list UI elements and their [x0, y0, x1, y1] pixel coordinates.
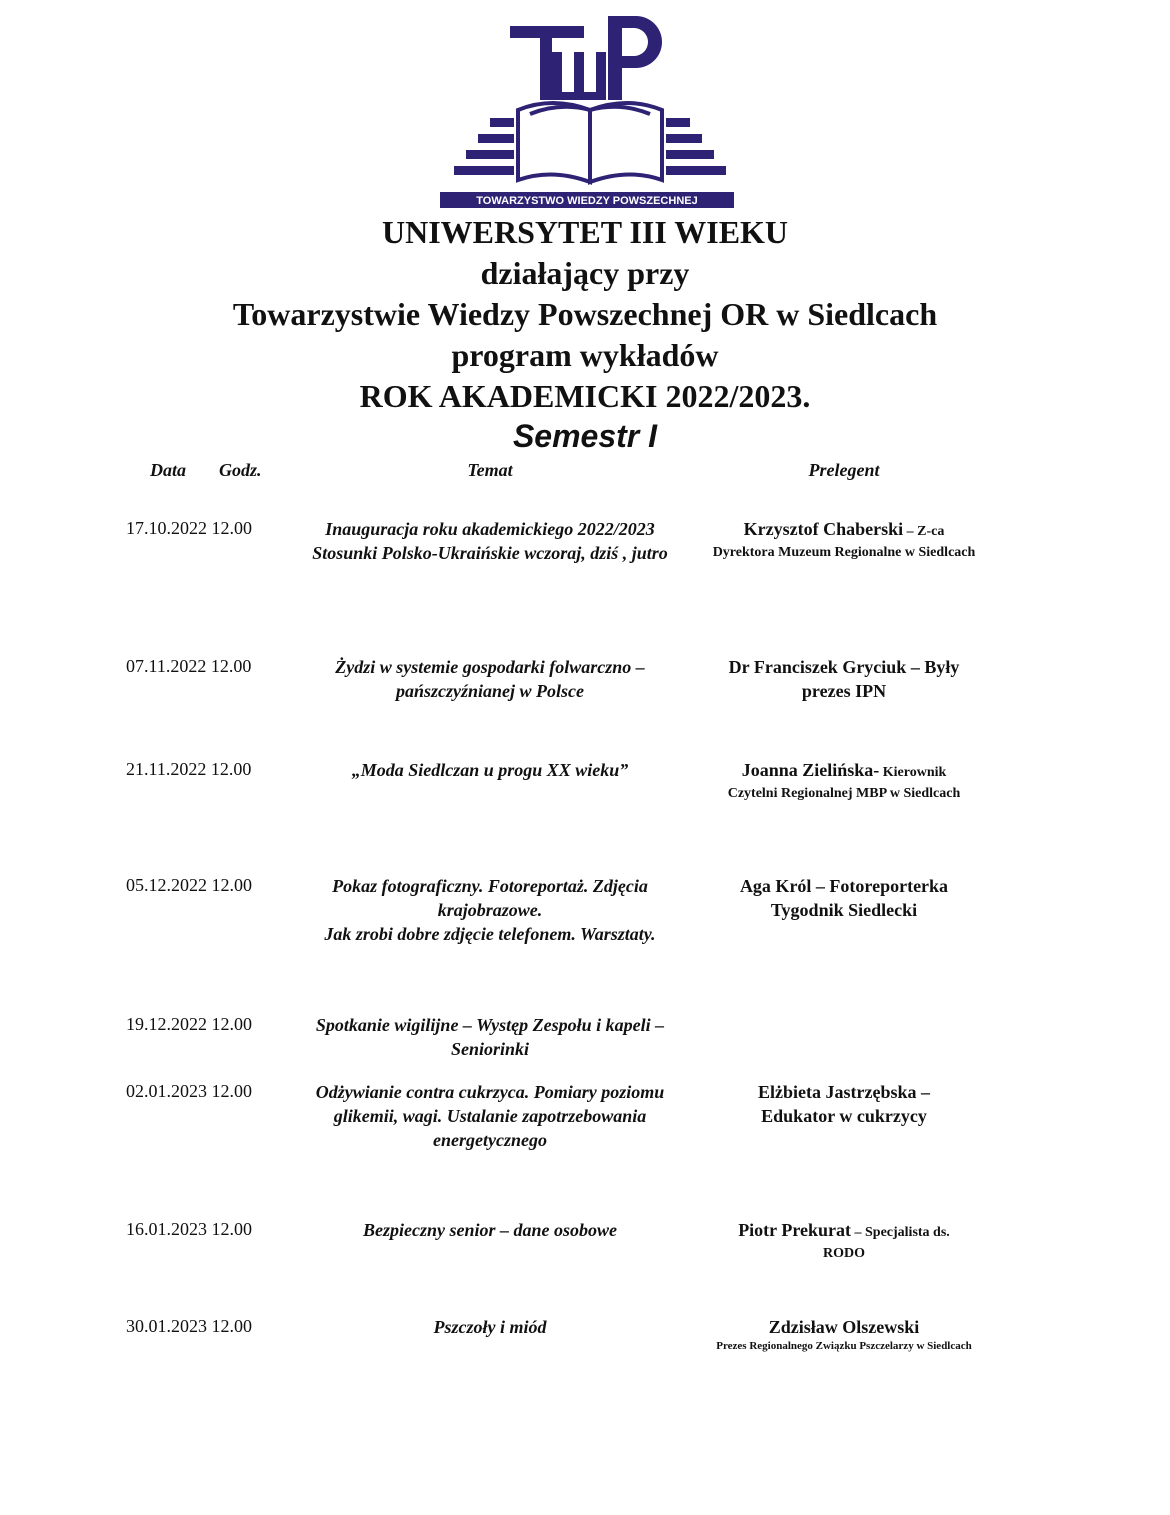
speaker-description: prezes IPN: [801, 681, 887, 701]
topic-line: Żydzi w systemie gospodarki folwarczno –: [335, 657, 645, 677]
lecture-speaker: [700, 517, 988, 562]
title-line-2: działający przy: [480, 255, 690, 291]
lecture-topic: [280, 517, 700, 565]
speaker-role: Kierownik: [879, 765, 947, 780]
lecture-date: 02.01.2023 12.00: [126, 1081, 252, 1101]
column-header-godz: Godz.: [219, 460, 262, 480]
speaker-description: Prezes Regionalnego Związku Pszczelarzy w Siedlcach: [716, 1340, 972, 1352]
title-line-5: ROK AKADEMICKI 2022/2023.: [359, 378, 811, 414]
speaker-name: Piotr Prekurat: [738, 1220, 851, 1240]
lecture-date: 21.11.2022 12.00: [126, 759, 252, 779]
semester-label: Semestr I: [512, 418, 658, 454]
lecture-topic: [280, 758, 700, 782]
lecture-topic: [280, 1080, 700, 1152]
lecture-speaker: [716, 1315, 972, 1353]
speaker-role: – Specjalista ds.: [851, 1225, 950, 1240]
lecture-date: 30.01.2023 12.00: [126, 1316, 252, 1336]
speaker-name: Aga Król – Fotoreporterka: [739, 876, 949, 896]
topic-line: Bezpieczny senior – dane osobowe: [363, 1220, 617, 1240]
column-header-data: Data: [150, 460, 186, 480]
lecture-speaker: [700, 1218, 988, 1263]
speaker-name: Elżbieta Jastrzębska –: [758, 1082, 930, 1102]
speaker-name: Krzysztof Chaberski: [743, 519, 904, 539]
topic-line: Spotkanie wigilijne – Występ Zespołu i kapeli –: [315, 1015, 665, 1035]
lecture-topic: [280, 1013, 700, 1061]
speaker-description: Dyrektora Muzeum Regionalne w Siedlcach: [712, 545, 976, 560]
speaker-name: Dr Franciszek Gryciuk – Były: [728, 657, 960, 677]
lecture-topic: [280, 874, 700, 946]
lecture-topic: [280, 1218, 700, 1242]
speaker-name: Zdzisław Olszewski: [768, 1317, 920, 1337]
lecture-speaker: [700, 1080, 988, 1128]
topic-line: krajobrazowe.: [437, 900, 543, 920]
speaker-role: – Z-ca: [903, 524, 945, 539]
topic-line: energetycznego: [433, 1130, 547, 1150]
logo-caption: TOWARZYSTWO WIEDZY POWSZECHNEJ: [476, 195, 698, 207]
lecture-date: 19.12.2022 12.00: [126, 1014, 252, 1034]
speaker-name: Joanna Zielińska-: [741, 760, 880, 780]
twp-logo: [440, 12, 740, 212]
topic-line: glikemii, wagi. Ustalanie zapotrzebowania: [333, 1106, 647, 1126]
lecture-date: 07.11.2022 12.00: [126, 656, 252, 676]
lecture-date: 17.10.2022 12.00: [126, 518, 252, 538]
speaker-description: Tygodnik Siedlecki: [770, 900, 918, 920]
title-line-3: Towarzystwie Wiedzy Powszechnej OR w Siedlcach: [232, 296, 938, 332]
lecture-topic: [280, 1315, 700, 1339]
lecture-speaker: [700, 758, 988, 803]
topic-line: „Moda Siedlczan u progu XX wieku”: [351, 760, 629, 780]
topic-line: Odżywianie contra cukrzyca. Pomiary poziomu: [315, 1082, 665, 1102]
lecture-topic: [280, 655, 700, 703]
speaker-description: Czytelni Regionalnej MBP w Siedlcach: [727, 786, 961, 801]
topic-line: Stosunki Polsko-Ukraińskie wczoraj, dziś , jutro: [312, 543, 668, 563]
title-line-4: program wykładów: [451, 337, 719, 373]
topic-line: Pokaz fotograficzny. Fotoreportaż. Zdjęcia: [332, 876, 648, 896]
topic-line: Inauguracja roku akademickiego 2022/2023: [325, 519, 655, 539]
topic-line: Seniorinki: [450, 1039, 530, 1059]
lecture-date: 05.12.2022 12.00: [126, 875, 252, 895]
lecture-date: 16.01.2023 12.00: [126, 1219, 252, 1239]
lecture-speaker: [700, 655, 988, 703]
speaker-description: Edukator w cukrzycy: [761, 1106, 927, 1126]
column-header-prelegent: Prelegent: [808, 460, 880, 480]
lecture-speaker: [700, 874, 988, 922]
topic-line: Jak zrobi dobre zdjęcie telefonem. Warsztaty.: [324, 924, 656, 944]
topic-line: pańszczyźnianej w Polsce: [395, 681, 584, 701]
column-header-temat: Temat: [467, 460, 513, 480]
topic-line: Pszczoły i miód: [433, 1317, 547, 1337]
speaker-description: RODO: [823, 1246, 865, 1261]
title-line-1: UNIWERSYTET III WIEKU: [381, 214, 789, 250]
